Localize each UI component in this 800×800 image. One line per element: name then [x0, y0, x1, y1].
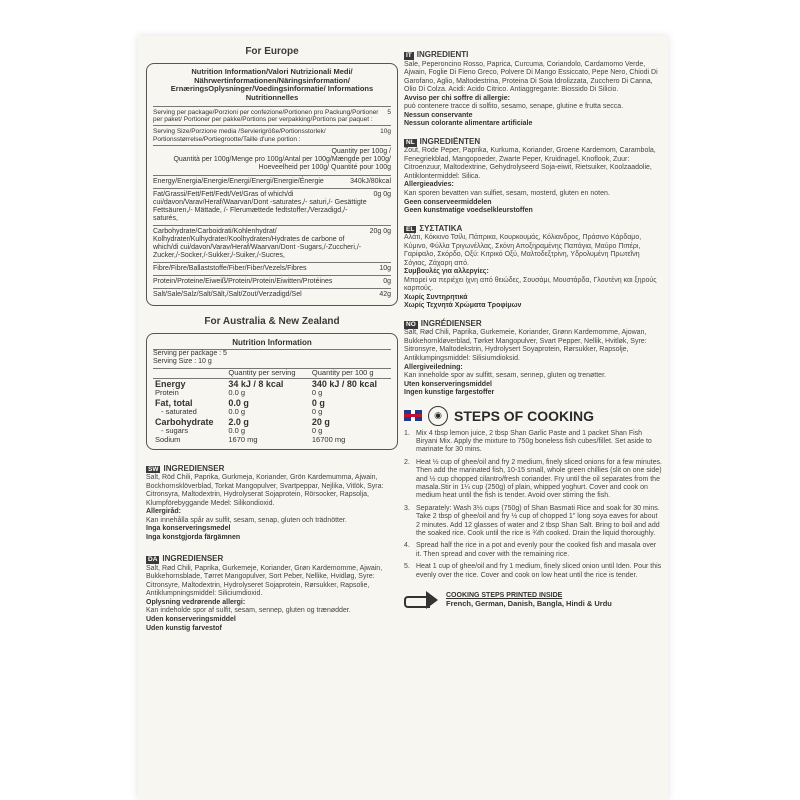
anz-nutrition-title: Nutrition Information: [153, 338, 391, 350]
no-preservatives: Uden konserveringsmiddel: [146, 616, 236, 624]
eu-size-label: Serving Size/Porzione media /Servierigröße/Portionsstorlek/ Portionsstørrelse/Portiegrootte/Taille d'une portion :: [153, 128, 326, 143]
eu-row-value: 10g: [379, 264, 391, 272]
eu-nutrition-table: [146, 63, 398, 306]
eu-row-label: Fat/Grassi/Fett/Fett/Fedt/Vet/Gras of which/di cui/davon/Varav/Heraf/Waarvan/Dont -saturates,/- saturi,/- Gesättigte Fettsäuren,/- Mättade, /- Flerumættede fedtstoffer,/Verzadigd,/- saturés,: [153, 190, 367, 222]
ingredients-text: Αλάτι, Κόκκινο Τσίλι, Πάπρικα, Κουρκουμάς, Κόλιανδρος, Πράσινο Κάρδαμο, Κύμινο, Φύλλα Τριγωνέλλας, Σκόνη Αποξηραμένης Παπάγια, Μαύρο Πιπέρι, Γαρίφαλο, Σκόρδο, Οξύ: Κιτρικό Οξύ, Μαλτοδεξτρίνη, Υδρολυμένη Πρωτεΐνη Σόγιας, Ζάχαρη από.: [404, 234, 642, 267]
anz-row-a: 0.0 g: [228, 426, 246, 436]
anz-row-b: 0 g: [311, 397, 325, 408]
anz-row-label: - saturated: [161, 407, 197, 417]
anz-row-b: 16700 mg: [311, 434, 346, 444]
anz-col1-header: Quantity per serving: [228, 368, 296, 378]
eu-row-value: 20g 0g: [369, 227, 391, 235]
eu-qty-header: [153, 146, 391, 175]
lang-code-it: IT: [406, 52, 412, 59]
ingredients-text: Salt, Röd Chili, Paprika, Gurkmeja, Koriander, Grön Kardemumma, Ajwain, Bockhornsklöverblad, Torkat Mangopulver, Svartpeppar, Nejlika, Vitlök, Syra: Citronsyra, Maltodextrin, Hydrolyserat Sojaprotein, Rörsocker, Rapsolja, Klumpförebyggande Medel: Silikondioxid.: [146, 474, 384, 507]
anz-row-a: 1670 mg: [228, 434, 258, 444]
no-preservatives: Nessun conservante: [404, 111, 473, 119]
step-text: Spread half the rice in a pot and evenly pour the cooked fish and masala over it. Then spread and cover with the remaining rice.: [416, 542, 657, 558]
package-back: [138, 36, 668, 800]
step-number: 5.: [404, 563, 410, 571]
anz-row-label: Carbohydrate: [155, 416, 214, 427]
lang-code-da: DA: [148, 556, 158, 564]
no-preservatives: Uten konserveringsmiddel: [404, 380, 492, 388]
allergy-text: Kan indeholde spor af sulfit, sesam, sennep, gluten og trænødder.: [146, 607, 351, 615]
ingredients-nl: [404, 137, 662, 216]
anz-row-label: - sugars: [161, 426, 189, 436]
footer-languages: French, German, Danish, Bangla, Hindi & Urdu: [446, 598, 612, 608]
arrow-right-icon: [404, 590, 440, 610]
step-number: 3.: [404, 504, 410, 512]
eu-row: [153, 176, 391, 189]
anz-row-a: 0.0 g: [228, 407, 246, 417]
eu-serving-row: [153, 107, 391, 127]
eu-row-value: 42g: [379, 291, 391, 299]
ingredients-text: Zout, Rode Peper, Paprika, Kurkuma, Koriander, Groene Kardemom, Carambola, Fenegriekblad, Mangopoeder, Zwarte Peper, Kruidnagel, Knoflook, Zuur: Citroenzuur, Maltodextrine, Gehydrolyseerd Soja-eiwit, Rietsuiker, Koolzaadolie, Antiklontermiddel: Silica.: [404, 147, 656, 180]
anz-row-a: 0.0 g: [228, 397, 249, 408]
anz-row-b: 340 kJ / 80 kcal: [310, 378, 391, 389]
step-number: 2.: [404, 458, 410, 466]
lang-code-no: NO: [406, 320, 416, 328]
table-row: [153, 389, 391, 398]
table-row: [153, 417, 391, 427]
eu-row-label: Fibre/Fibre/Ballaststoffe/Fiber/Fiber/Vezels/Fibres: [153, 264, 307, 272]
list-item: [404, 505, 662, 539]
no-colours: Inga konstgjorda färgämnen: [146, 533, 241, 541]
eu-row-label: Energy/Energia/Energie/Energi/Energi/Energie/Énergie: [153, 177, 324, 185]
no-preservatives: Geen conserveermiddelen: [404, 198, 492, 206]
ingredients-heading: INGREDIËNTEN: [419, 136, 481, 146]
anz-row-b: 0 g: [311, 426, 323, 436]
anz-nutrition-table: [146, 333, 398, 449]
anz-row-label: Energy: [153, 378, 226, 389]
ingredients-no: [404, 319, 662, 398]
ingredients-heading: INGREDIENSER: [163, 463, 225, 473]
ingredients-heading: INGREDIENTI: [416, 50, 469, 59]
anz-row-b: 0 g: [311, 407, 323, 417]
eu-region-heading: For Europe: [245, 46, 299, 57]
table-row: [153, 408, 391, 417]
ingredients-text: Salt, Rød Chili, Paprika, Gurkemeie, Koriander, Grønn Kardemomme, Ajowan, Bukkehornkløverblad, Tørket Mangopulver, Svart Pepper, Nellik, Hvitløk, Syre: Sitronsyre, Maltodekstrin, Hydrolysert Soyaprotein, Rørsukker, Rapsolje, Antiklumpingsmiddel: Silisiumdioksid.: [404, 329, 647, 362]
list-item: [404, 542, 662, 559]
allergy-heading: Allergieadvies:: [404, 181, 454, 189]
anz-row-a: 0.0 g: [228, 388, 246, 398]
anz-table: [153, 369, 391, 444]
anz-row-label: Protein: [155, 388, 179, 398]
eu-row: [153, 226, 391, 263]
eu-row-label: Carbohydrate/Carboidrati/Kohlenhydrat/ Kolhydrater/Kulhydrater/Koolhydraten/Hydrates de carbone of which/di cui/davon/Varav/Heraf/Waarvan/Dont -Sugars,/-Zuccheri,/-Zucker,/-Socker,/-Sukker,/-Suiker,/-Sucres,: [153, 227, 362, 259]
footer-note: COOKING STEPS PRINTED INSIDE: [446, 591, 563, 599]
allergy-heading: Allergiråd:: [146, 508, 182, 516]
ingredients-heading: ΣΥΣΤΑΤΙΚΑ: [419, 223, 463, 233]
eu-row: [153, 189, 391, 226]
eu-rows: [153, 176, 391, 302]
anz-row-label: Sodium: [155, 434, 181, 444]
allergy-heading: Συμβουλές για αλλεργίες:: [404, 268, 489, 276]
no-colours: Geen kunstmatige voedselkleurstoffen: [404, 207, 533, 215]
step-number: 4.: [404, 542, 410, 550]
steps-footer: [404, 590, 662, 610]
step-text: Separately: Wash 3½ cups (750g) of Shan Basmati Rice and soak for 30 mins. Take 2 tbsp of ghee/oil and fry ½ cup of chopped 1" long soya eaves for about 2 minutes. Add 12 glasses of water and 2 tbsp Shan Salt. Bring to boil and add the soaked rice. Cook until the rice is ¾th cooked. Drain the liquid thoroughly.: [416, 504, 660, 537]
list-item: [404, 563, 662, 580]
ingredients-it: [404, 50, 662, 129]
steps-title: STEPS OF COOKING: [454, 407, 595, 424]
allergy-text: Kan sporen bevatten van sulfiet, sesam, mosterd, gluten en noten.: [404, 189, 610, 197]
eu-nutrition-title: Nutrition Information/Valori Nutrizionali Medi/ Nährwertinformationen/Näringsinformation/ ErnæringsOplysninger/Voedingsinformatie/ Informations Nutritionnelles: [153, 68, 391, 107]
anz-row-b: 20 g: [311, 416, 330, 427]
ingredients-text: Salt, Rød Chili, Paprika, Gurkemeje, Koriander, Grøn Kardemomme, Ajwain, Bukkehornsblade, Tørret Mangopulver, Sort Peber, Nellike, Hvidløg, Syre: Citronsyre, Maltodextrin, Hydrolyseret Sojaprotein, Rørsukker, Rapsolie, Antiklumpningsmiddel: Siliciumdioxid.: [146, 564, 383, 598]
eu-serving-label: Serving per package/Porzioni per confezione/Portionen pro Packung/Portioner per paket/ Portioner per pakke/Portions per verpakking/Portions par paquet :: [153, 108, 379, 123]
eu-row-label: Protein/Proteine/Eiweiß/Protein/Protein/Eiwitten/Protéines: [153, 277, 333, 285]
ingredients-el: [404, 224, 662, 311]
no-preservatives: Χωρίς Συντηρητικά: [404, 293, 468, 301]
lang-code-sw: SW: [148, 465, 159, 473]
ingredients-heading: INGRÉDIENSER: [420, 318, 482, 328]
no-colours: Uden kunstig farvestof: [146, 624, 222, 632]
eu-serving-value: 5: [387, 108, 391, 116]
right-column: [404, 50, 662, 610]
eu-row-value: 340kJ/80kcal: [350, 177, 391, 185]
lang-code-el: EL: [406, 225, 415, 233]
eu-qty-a: Quantity per 100g /: [331, 148, 391, 156]
eu-size-row: [153, 126, 391, 146]
chef-hat-icon: ◉: [428, 406, 448, 426]
table-row: [153, 378, 391, 389]
eu-row-value: 0g 0g: [373, 190, 391, 198]
left-column: [146, 36, 398, 633]
no-preservatives: Inga konserveringsmedel: [146, 525, 231, 533]
list-item: [404, 459, 662, 501]
allergy-heading: Allergiveiledning:: [404, 363, 463, 371]
allergy-text: Kan innehålla spår av sulfit, sesam, senap, gluten och trädnötter.: [146, 516, 347, 524]
step-text: Heat ½ cup of ghee/oil and fry 2 medium, finely sliced onions for a few minutes. Then add the marinated fish, 10-15 small, whole green chillies (slit on one side) and ½ cup chopped cilantro/fresh coriander. Fry until the oil separates from the masala.Stir in 1¼ cup (250g) of plain, whipped yoghurt. Cover and cook on medium heat until the fish is tender. Avoid over stirring the fish.: [416, 458, 662, 500]
uk-flag-icon: [404, 410, 422, 421]
lang-code-nl: NL: [406, 138, 415, 146]
ingredients-sw: [146, 464, 398, 543]
anz-serving-pkg: Serving per package : 5: [153, 350, 227, 358]
allergy-text: Kan inneholde spor av sulfitt, sesam, sennep, gluten og trenøtter.: [404, 372, 606, 380]
cooking-steps: [404, 406, 662, 610]
allergy-text: può contenere tracce di solfito, sesamo, senape, glutine e frutta secca.: [404, 103, 624, 111]
step-text: Heat 1 cup of ghee/oil and fry 1 medium, finely sliced onion until Iden. Pour this evenly over the rice. Cover and cook on low heat until the rice is tender.: [416, 563, 662, 579]
list-item: [404, 430, 662, 455]
anz-header-row: [153, 369, 391, 378]
eu-row-label: Salt/Sale/Salz/Salt/Sält,/Salt/Zout/Verzadigd/Sel: [153, 291, 302, 299]
eu-row: [153, 263, 391, 276]
eu-row: [153, 276, 391, 289]
step-text: Mix 4 tbsp lemon juice, 2 tbsp Shan Garlic Paste and 1 packet Shan Fish Biryani Mix. Apply the mixture to 750g boneless fish cubes/fillet. Set aside to marinate for 30 mins.: [416, 429, 652, 454]
steps-header: [404, 406, 662, 426]
anz-row-a: 2.0 g: [228, 416, 249, 427]
step-number: 1.: [404, 429, 410, 437]
no-colours: Χωρίς Τεχνητά Χρώματα Τροφίμων: [404, 302, 522, 310]
allergy-heading: Avviso per chi soffre di allergie:: [404, 94, 510, 102]
anz-serving-size: Serving Size : 10 g: [153, 358, 391, 369]
allergy-heading: Oplysning vedrørende allergi:: [146, 598, 246, 606]
table-row: [153, 427, 391, 436]
anz-region-heading: For Australia & New Zealand: [204, 316, 340, 328]
anz-row-b: 0 g: [311, 388, 323, 398]
no-colours: Ingen kunstige fargestoffer: [404, 389, 495, 397]
ingredients-heading: INGREDIENSER: [162, 554, 224, 564]
allergy-text: Μπορεί να περιέχει ίχνη από θειώδες, Σουσάμι, Μουστάρδα, Γλουτένη και ξηρούς καρπούς.: [404, 276, 657, 293]
no-colours: Nessun colorante alimentare artificiale: [404, 120, 533, 128]
eu-row-value: 0g: [383, 277, 391, 285]
eu-size-value: 10g: [380, 128, 391, 136]
anz-row-label: Fat, total: [155, 397, 193, 408]
anz-row-a: 34 kJ / 8 kcal: [226, 378, 310, 389]
ingredients-da: [146, 554, 398, 633]
anz-col2-header: Quantity per 100 g: [311, 368, 374, 378]
table-row: [153, 436, 391, 445]
eu-qty-b: Quantità per 100g/Menge pro 100g/Antal per 100g/Mængde per 100g/ Hoeveelheid per 100g/ Quantité pour 100g: [173, 156, 391, 172]
eu-row: [153, 289, 391, 301]
ingredients-text: Sale, Peperoncino Rosso, Paprica, Curcuma, Coriandolo, Cardamomo Verde, Ajwain, Foglie Di Fieno Greco, Polvere Di Mango Essiccato, Pepe Nero, Chiodi Di Garofano, Aglio, Maltodestrina, Proteina Di Soia Idrolizzata, Zucchero Di Canna, Olio Di Colza. Acidi: Acido Citrico. Antiaggregante: Biossido Di Silicio.: [404, 60, 658, 94]
